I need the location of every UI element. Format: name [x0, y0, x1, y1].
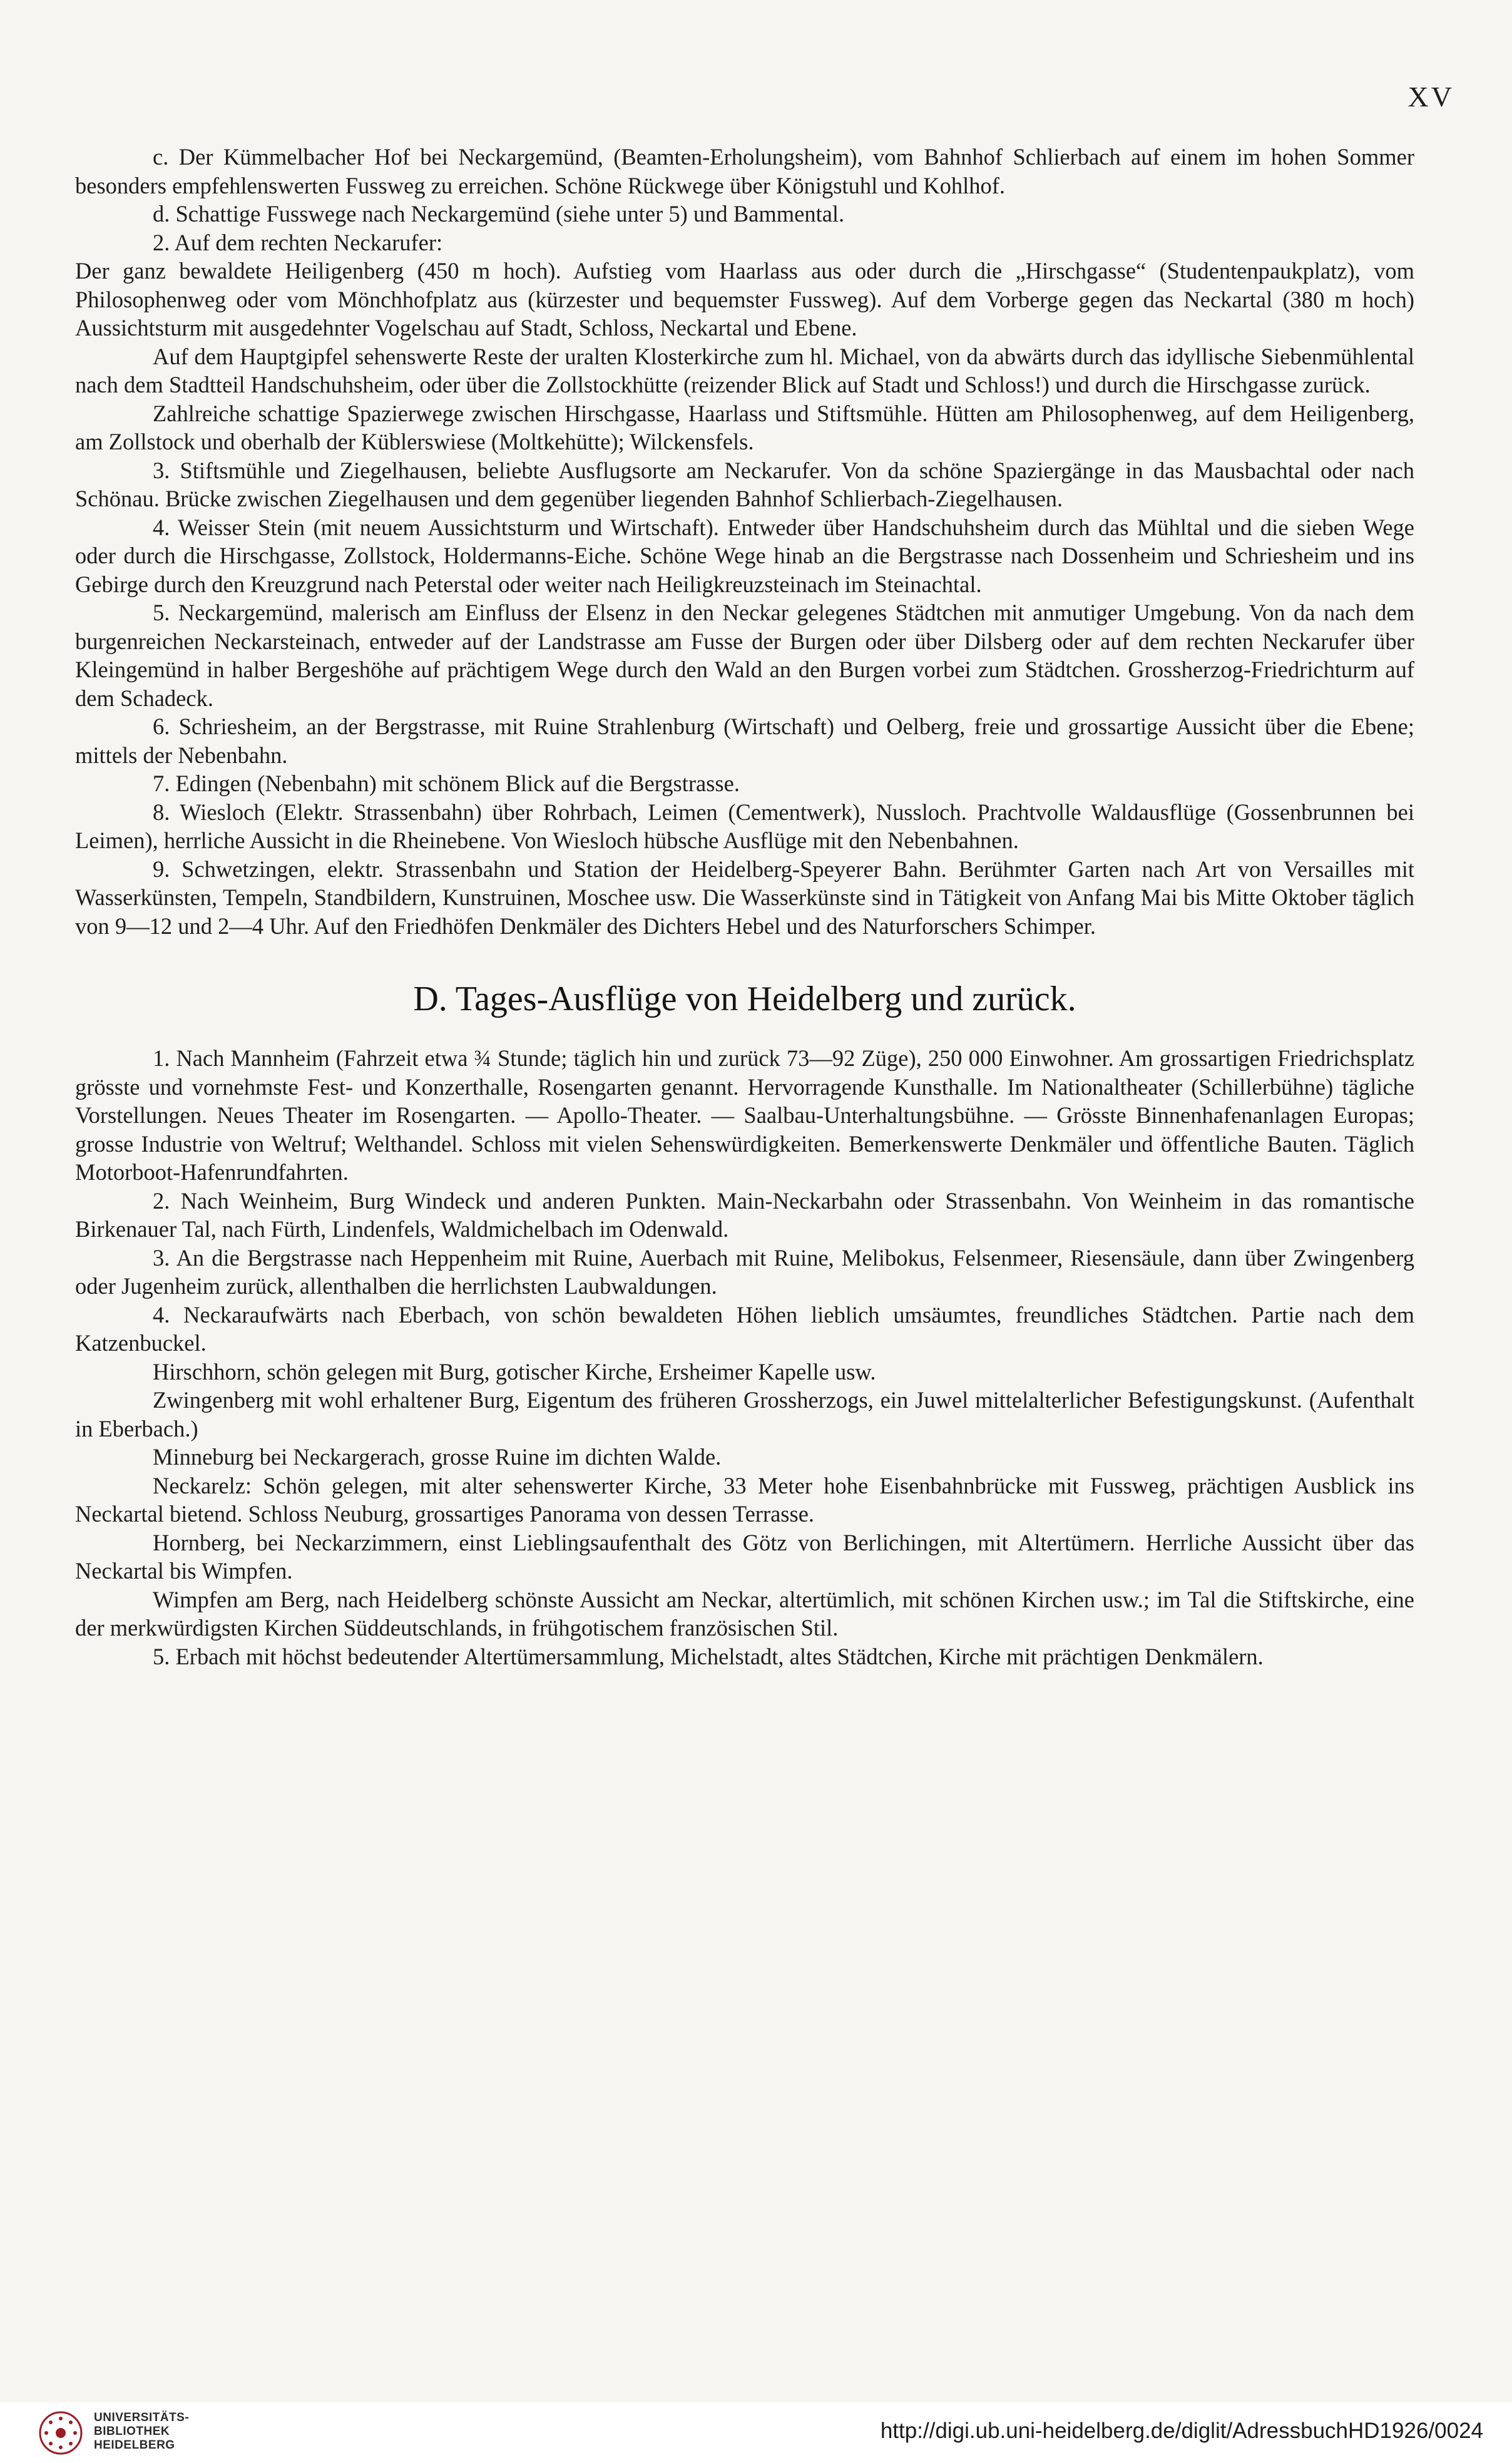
library-name-line-2: BIBLIOTHEK: [94, 2425, 170, 2438]
library-name-line-1: UNIVERSITÄTS-: [94, 2411, 190, 2424]
paragraph-5-neckargemuend: 5. Neckargemünd, malerisch am Einfluss der Elsenz in den Neckar gelegenes Städtchen mit anmutiger Umgebung. Von da nach dem burgenreichen Neckarsteinach, entweder auf der Landstrasse am Fusse der Burgen oder über Dilsberg oder auf dem rechten Neckarufer über Kleingemünd in halber Bergeshöhe auf prächtigem Wege durch den Wald an den Burgen vorbei zum Städtchen. Grossherzog-Friedrichturm auf dem Schadeck.: [75, 600, 1414, 711]
page-body: [75, 143, 1414, 1671]
paragraph-hornberg: Hornberg, bei Neckarzimmern, einst Lieblingsaufenthalt des Götz von Berlichingen, mit Altertümern. Herrliche Aussicht über das Neckartal bis Wimpfen.: [75, 1529, 1414, 1584]
footer-bar: [0, 2402, 1512, 2463]
library-name: [94, 2411, 189, 2452]
paragraph-neckarelz: Neckarelz: Schön gelegen, mit alter sehenswerter Kirche, 33 Meter hohe Eisenbahnbrücke mit Fussweg, prächtigen Ausblick ins Neckartal bietend. Schloss Neuburg, grossartiges Panorama von dessen Terrasse.: [75, 1472, 1414, 1527]
paragraph-hirschhorn: Hirschhorn, schön gelegen mit Burg, gotischer Kirche, Ersheimer Kapelle usw.: [153, 1358, 876, 1385]
paragraph-1-mannheim: 1. Nach Mannheim (Fahrzeit etwa ¾ Stunde; täglich hin und zurück 73—92 Züge), 250 000 Einwohner. Am grossartigen Friedrichsplatz grösste und vornehmste Fest- und Konzerthalle, Rosengarten genannt. Hervorragende Kunsthalle. Im Nationaltheater (Schillerbühne) tägliche Vorstellungen. Neues Theater im Rosengarten. — Apollo-Theater. — Saalbau-Unterhaltungsbühne. — Grösste Binnenhafenanlagen Europas; grosse Industrie von Weltruf; Welthandel. Schloss mit vielen Sehenswürdigkeiten. Bemerkenswerte Denkmäler und öffentliche Bauten. Täglich Motorboot-Hafenrundfahrten.: [75, 1045, 1414, 1185]
paragraph-zwingenberg: Zwingenberg mit wohl erhaltener Burg, Eigentum des früheren Grossherzogs, ein Juwel mittelalterlicher Befestigungskunst. (Aufenthalt in Eberbach.): [75, 1387, 1414, 1441]
paragraph-spazierwege: Zahlreiche schattige Spazierwege zwischen Hirschgasse, Haarlass und Stiftsmühle. Hütten am Philosophenweg, auf dem Heiligenberg, am Zollstock und oberhalb der Küblerswiese (Moltkehütte); Wilckensfels.: [75, 400, 1414, 454]
paragraph-d-schattige-fusswege: d. Schattige Fusswege nach Neckargemünd (siehe unter 5) und Bammental.: [153, 201, 845, 227]
paragraph-8-wiesloch: 8. Wiesloch (Elektr. Strassenbahn) über Rohrbach, Leimen (Cementwerk), Nussloch. Prachtvolle Waldausflüge (Gossenbrunnen bei Leimen), herrliche Aussicht in die Rheinebene. Von Wiesloch hübsche Ausflüge mit den Nebenbahnen.: [75, 799, 1414, 853]
source-url-link[interactable]: http://digi.ub.uni-heidelberg.de/diglit/AdressbuchHD1926/0024: [880, 2419, 1483, 2443]
paragraph-heiligenberg: Der ganz bewaldete Heiligenberg (450 m hoch). Aufstieg vom Haarlass aus oder durch die „Hirschgasse“ (Studentenpaukplatz), vom Philosophenweg oder vom Mönchhofplatz aus (kürzester und bequemster Fussweg). Auf dem Vorberge gegen das Neckartal (380 m hoch) Aussichtsturm mit ausgedehnter Vogelschau auf Stadt, Schloss, Neckartal und Ebene.: [75, 258, 1414, 341]
paragraph-wimpfen: Wimpfen am Berg, nach Heidelberg schönste Aussicht am Neckar, altertümlich, mit schönen Kirchen usw.; im Tal die Stiftskirche, eine der merkwürdigsten Kirchen Süddeutschlands, in frühgotischem französischen Stil.: [75, 1586, 1414, 1641]
paragraph-hauptgipfel: Auf dem Hauptgipfel sehenswerte Reste der uralten Klosterkirche zum hl. Michael, von da abwärts durch das idyllische Siebenmühlental nach dem Stadtteil Handschuhsheim, oder über die Zollstockhütte (reizender Blick auf Stadt und Schloss!) und durch die Hirschgasse zurück.: [75, 343, 1414, 397]
subheading-rechtes-neckarufer: 2. Auf dem rechten Neckarufer:: [153, 229, 443, 255]
paragraph-9-schwetzingen: 9. Schwetzingen, elektr. Strassenbahn und Station der Heidelberg-Speyerer Bahn. Berühmter Garten nach Art von Versailles mit Wasserkünsten, Tempeln, Standbildern, Kunstruinen, Moschee usw. Die Wasserkünste sind in Tätigkeit von Anfang Mai bis Mitte Oktober täglich von 9—12 und 2—4 Uhr. Auf den Friedhöfen Denkmäler des Dichters Hebel und des Naturforschers Schimper.: [75, 856, 1414, 939]
paragraph-4-weisser-stein: 4. Weisser Stein (mit neuem Aussichtsturm und Wirtschaft). Entweder über Handschuhsheim durch das Mühltal und die sieben Wege oder durch die Hirschgasse, Zollstock, Holdermanns-Eiche. Schöne Wege hinab an die Bergstrasse nach Dossenheim und Schriesheim und ins Gebirge durch den Kreuzgrund nach Peterstal oder weiter nach Heiligkreuzsteinach im Steinachtal.: [75, 514, 1414, 597]
paragraph-3-bergstrasse: 3. An die Bergstrasse nach Heppenheim mit Ruine, Auerbach mit Ruine, Melibokus, Felsenmeer, Riesensäule, dann über Zwingenberg oder Jugenheim zurück, allenthalben die herrlichsten Laubwaldungen.: [75, 1244, 1414, 1299]
paragraph-2-weinheim: 2. Nach Weinheim, Burg Windeck und anderen Punkten. Main-Neckarbahn oder Strassenbahn. Von Weinheim in das romantische Birkenauer Tal, nach Fürth, Lindenfels, Waldmichelbach im Odenwald.: [75, 1187, 1414, 1242]
paragraph-7-edingen: 7. Edingen (Nebenbahn) mit schönem Blick auf die Bergstrasse.: [153, 771, 740, 796]
paragraph-6-schriesheim: 6. Schriesheim, an der Bergstrasse, mit Ruine Strahlenburg (Wirtschaft) und Oelberg, freie und grossartige Aussicht über die Ebene; mittels der Nebenbahn.: [75, 714, 1414, 768]
paragraph-4-eberbach: 4. Neckaraufwärts nach Eberbach, von schön bewaldeten Höhen lieblich umsäumtes, freundliches Städtchen. Partie nach dem Katzenbuckel.: [75, 1301, 1414, 1356]
paragraph-minneburg: Minneburg bei Neckargerach, grosse Ruine im dichten Walde.: [153, 1444, 722, 1470]
paragraph-c-kuemmelbacher-hof: c. Der Kümmelbacher Hof bei Neckargemünd, (Beamten-Erholungsheim), vom Bahnhof Schlierbach auf einem im hohen Sommer besonders empfehlenswerten Fussweg zu erreichen. Schöne Rückwege über Königstuhl und Kohlhof.: [75, 144, 1414, 198]
library-name-line-3: HEIDELBERG: [94, 2439, 175, 2452]
paragraph-3-stiftsmuehle: 3. Stiftsmühle und Ziegelhausen, beliebte Ausflugsorte am Neckarufer. Von da schöne Spaziergänge in das Mausbachtal oder nach Schönau. Brücke zwischen Ziegelhausen und dem gegenüber liegenden Bahnhof Schlierbach-Ziegelhausen.: [75, 457, 1414, 511]
section-heading: D. Tages-Ausflüge von Heidelberg und zurück.: [413, 980, 1076, 1018]
paragraph-5-erbach: 5. Erbach mit höchst bedeutender Altertümersammlung, Michelstadt, altes Städtchen, Kirche mit prächtigen Denkmälern.: [153, 1643, 1264, 1669]
university-library-logo-icon: [39, 2411, 83, 2455]
page-number: XV: [1407, 81, 1454, 113]
